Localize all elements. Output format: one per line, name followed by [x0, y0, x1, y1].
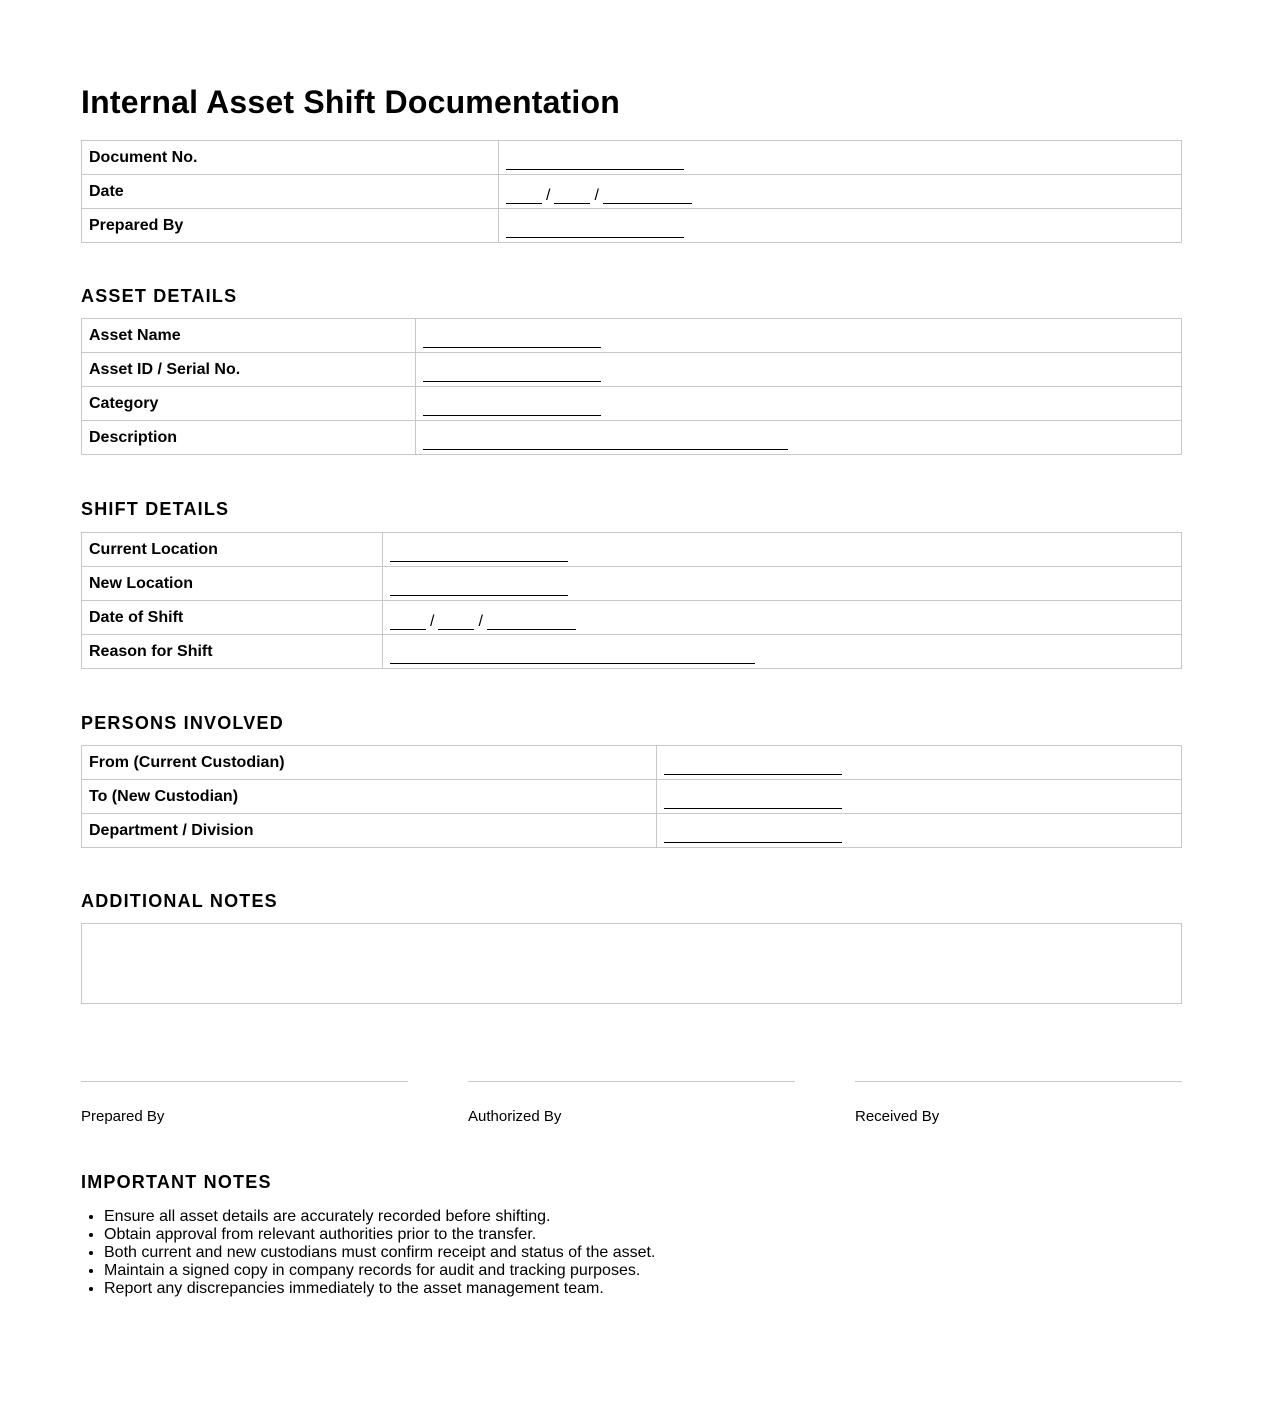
table-row [82, 746, 1182, 780]
field-label-current-location: Current Location [82, 533, 383, 567]
list-item: • Obtain approval from relevant authorities prior to the transfer. [104, 1226, 655, 1244]
table-row [82, 175, 1182, 209]
signature-line [81, 1081, 408, 1082]
field-value-reason-for-shift[interactable] [383, 635, 1182, 669]
blank-line [390, 578, 568, 596]
signature-line [468, 1081, 795, 1082]
blank-line [506, 152, 684, 170]
field-label-document-no: Document No. [82, 141, 499, 175]
table-row [82, 814, 1182, 848]
field-value-to-custodian[interactable] [657, 780, 1182, 814]
shift-details-table [81, 532, 1182, 669]
field-value-description[interactable] [416, 421, 1182, 455]
blank-month [554, 186, 590, 204]
field-label-category: Category [82, 387, 416, 421]
section-heading-shift-details: SHIFT DETAILS [81, 499, 230, 519]
field-value-asset-name[interactable] [416, 319, 1182, 353]
field-value-department[interactable] [657, 814, 1182, 848]
table-row [82, 141, 1182, 175]
document-title: Internal Asset Shift Documentation [81, 84, 621, 120]
field-label-prepared-by: Prepared By [82, 209, 499, 243]
field-label-from-custodian: From (Current Custodian) [82, 746, 657, 780]
blank-year [487, 612, 576, 630]
blank-month [438, 612, 474, 630]
table-row [82, 319, 1182, 353]
field-label-date-of-shift: Date of Shift [82, 601, 383, 635]
asset-details-table [81, 318, 1182, 455]
blank-line [423, 398, 601, 416]
blank-line [664, 791, 842, 809]
section-heading-persons-involved: PERSONS INVOLVED [81, 713, 284, 733]
additional-notes-box[interactable] [81, 923, 1182, 1004]
list-item: • Maintain a signed copy in company records for audit and tracking purposes. [104, 1262, 655, 1280]
field-label-date: Date [82, 175, 499, 209]
persons-involved-table [81, 745, 1182, 848]
field-label-department: Department / Division [82, 814, 657, 848]
field-value-prepared-by[interactable] [499, 209, 1182, 243]
table-row [82, 635, 1182, 669]
field-label-asset-id: Asset ID / Serial No. [82, 353, 416, 387]
field-label-new-location: New Location [82, 567, 383, 601]
field-label-description: Description [82, 421, 416, 455]
blank-line [423, 364, 601, 382]
signature-line [855, 1081, 1182, 1082]
section-heading-important-notes: IMPORTANT NOTES [81, 1172, 272, 1192]
field-label-reason-for-shift: Reason for Shift [82, 635, 383, 669]
signature-label: Received By [855, 1108, 940, 1125]
table-row [82, 780, 1182, 814]
section-heading-additional-notes: ADDITIONAL NOTES [81, 891, 278, 911]
field-value-document-no[interactable] [499, 141, 1182, 175]
table-row [82, 567, 1182, 601]
date-separator: / [546, 186, 551, 204]
table-row [82, 209, 1182, 243]
field-label-to-custodian: To (New Custodian) [82, 780, 657, 814]
list-item: • Both current and new custodians must confirm receipt and status of the asset. [104, 1244, 655, 1262]
signature-authorized-by [468, 1081, 795, 1126]
list-item: • Report any discrepancies immediately to the asset management team. [104, 1280, 655, 1298]
blank-line [506, 220, 684, 238]
field-value-new-location[interactable] [383, 567, 1182, 601]
blank-line [664, 757, 842, 775]
field-value-current-location[interactable] [383, 533, 1182, 567]
table-row [82, 387, 1182, 421]
important-notes-list [81, 1208, 655, 1298]
field-value-date[interactable] [499, 175, 1182, 209]
blank-day [390, 612, 426, 630]
date-separator: / [594, 186, 599, 204]
date-separator: / [430, 612, 435, 630]
blank-line [390, 646, 755, 664]
field-value-category[interactable] [416, 387, 1182, 421]
field-value-from-custodian[interactable] [657, 746, 1182, 780]
section-heading-asset-details: ASSET DETAILS [81, 286, 238, 306]
signature-label: Prepared By [81, 1108, 165, 1125]
field-value-asset-id[interactable] [416, 353, 1182, 387]
blank-line [423, 432, 788, 450]
blank-day [506, 186, 542, 204]
blank-line [423, 330, 601, 348]
table-row [82, 533, 1182, 567]
table-row [82, 353, 1182, 387]
signature-prepared-by [81, 1081, 408, 1126]
field-value-date-of-shift[interactable] [383, 601, 1182, 635]
table-row [82, 601, 1182, 635]
blank-line [664, 825, 842, 843]
signature-label: Authorized By [468, 1108, 562, 1125]
list-item: • Ensure all asset details are accurately recorded before shifting. [104, 1208, 655, 1226]
date-separator: / [478, 612, 483, 630]
field-label-asset-name: Asset Name [82, 319, 416, 353]
signature-received-by [855, 1081, 1182, 1126]
blank-year [603, 186, 692, 204]
header-info-table [81, 140, 1182, 243]
table-row [82, 421, 1182, 455]
blank-line [390, 544, 568, 562]
